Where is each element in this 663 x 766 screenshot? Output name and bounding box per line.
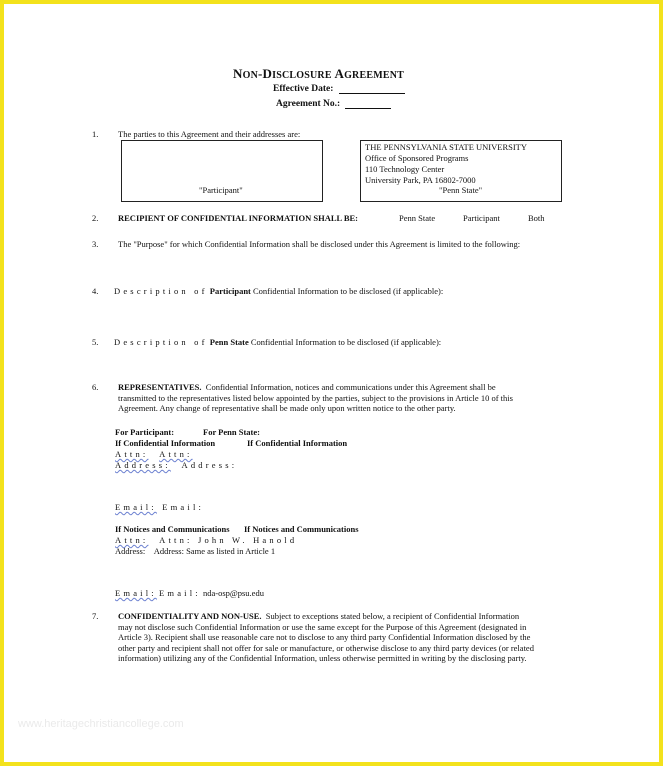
- section-2-number: 2.: [92, 213, 99, 223]
- for-penn-state-heading: For Penn State:: [203, 427, 260, 437]
- psu-name: THE PENNSYLVANIA STATE UNIVERSITY: [365, 142, 528, 152]
- agreement-no-row: [276, 99, 391, 109]
- participant-conf-info-heading: If Confidential Information: [115, 438, 216, 448]
- penn-state-email[interactable]: nda-osp@psu.edu: [203, 588, 264, 598]
- conf-email-row: Email: Email:: [115, 502, 205, 512]
- pennstate-notices-heading: If Notices and Communications: [244, 524, 359, 534]
- effective-date-blank: [339, 84, 405, 94]
- section-6-number: 6.: [92, 382, 99, 392]
- for-participant-heading: For Participant:: [115, 427, 175, 437]
- psu-address-box: [360, 140, 562, 202]
- section-3-number: 3.: [92, 239, 99, 249]
- notices-email-row: Email: Email: nda-osp@psu.edu: [115, 588, 264, 598]
- psu-office: Office of Sponsored Programs: [365, 153, 469, 163]
- section-4-number: 4.: [92, 286, 99, 296]
- section-5-text: Description of Penn State Confidential Information to be disclosed (if applicable):: [114, 337, 442, 347]
- section-5-number: 5.: [92, 337, 99, 347]
- effective-date-row: [273, 84, 405, 94]
- section-1-text: The parties to this Agreement and their addresses are:: [118, 129, 301, 139]
- agreement-no-blank: [345, 99, 391, 109]
- participant-notices-heading: If Notices and Communications: [115, 524, 230, 534]
- section-6-paragraph: REPRESENTATIVES. Confidential Information, notices and communications under this Agreement shall be transmitted to the representatives listed below appointed by the parties, subject to the provisions in Article 10 of this Agreement. Any change of representative shall be made only upon written notice to the other party.: [118, 382, 513, 414]
- watermark-text: www.heritagechristiancollege.com: [18, 718, 184, 730]
- participant-address-box: [121, 140, 323, 202]
- effective-date-label: Effective Date:: [273, 84, 334, 94]
- pennstate-conf-info-heading: If Confidential Information: [247, 438, 348, 448]
- notices-address-row: Address: Address: Same as listed in Article 1: [115, 546, 276, 556]
- recipient-option-penn-state[interactable]: Penn State: [399, 213, 436, 223]
- psu-box-label: "Penn State": [439, 185, 483, 195]
- recipient-option-both[interactable]: Both: [528, 213, 545, 223]
- psu-city: University Park, PA 16802-7000: [365, 175, 476, 185]
- document-page: [4, 4, 659, 762]
- section-2-text: RECIPIENT OF CONFIDENTIAL INFORMATION SHALL BE:: [118, 213, 359, 223]
- participant-conf-address: Address: Address:: [115, 460, 238, 470]
- document-title: NON-DISCLOSURE AGREEMENT: [233, 66, 405, 81]
- section-3-text: The "Purpose" for which Confidential Information shall be disclosed under this Agreement is limited to the following:: [118, 239, 521, 249]
- section-7-number: 7.: [92, 611, 99, 621]
- section-7-paragraph: CONFIDENTIALITY AND NON-USE. Subject to exceptions stated below, a recipient of Confidential Information may not disclose such Confidential Information or use the same except for the Purpose of this Agreement (designated in Article 3). Recipient shall use reasonable care not to disclose to any third party Confidential Information disclosed by the other party and recipient shall not offer for sale or manufacture, or otherwise disclose to any third party devices (or related information) utilizing any of the Confidential Information, unless otherwise permitted in writing by the disclosing party.: [118, 611, 534, 664]
- agreement-no-label: Agreement No.:: [276, 99, 341, 109]
- notices-attn-row: Attn: Attn: John W. Hanold: [115, 535, 298, 545]
- section-4-text: Description of Participant Confidential Information to be disclosed (if applicable):: [114, 286, 444, 296]
- section-1-number: 1.: [92, 129, 99, 139]
- psu-street: 110 Technology Center: [365, 164, 445, 174]
- recipient-option-participant[interactable]: Participant: [463, 213, 500, 223]
- participant-box-label: "Participant": [199, 185, 243, 195]
- participant-conf-attn: Attn: Attn:: [115, 449, 193, 459]
